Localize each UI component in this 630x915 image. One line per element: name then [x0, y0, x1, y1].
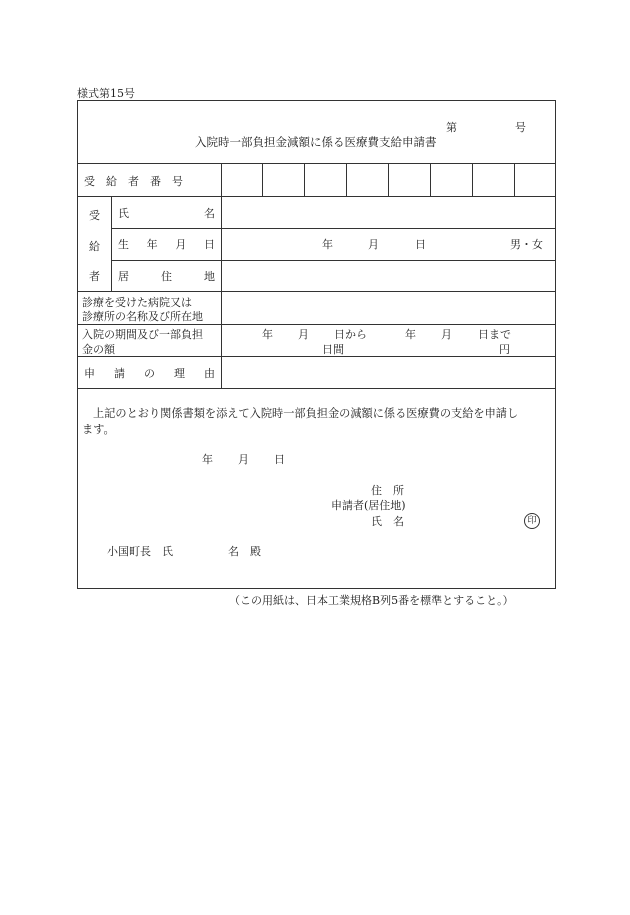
applicant-address-label: 住 所	[371, 484, 404, 497]
hospital-field[interactable]	[222, 292, 555, 324]
recipient-group-char: 給	[89, 240, 100, 253]
recipient-address-field[interactable]	[222, 261, 555, 291]
hospital-label-line2: 診療所の名称及び所在地	[82, 310, 203, 323]
hospital-label-line1: 診療を受けた病院又は	[82, 296, 192, 309]
birth-year-unit: 年	[322, 238, 333, 251]
birth-label-char: 年	[146, 238, 158, 251]
period-to-year-unit: 年	[405, 328, 416, 341]
document-number-suffix: 号	[515, 121, 526, 134]
name-label-last: 名	[204, 207, 215, 220]
recipient-number-label: 受 給 者 番 号	[84, 175, 183, 188]
table-rule	[77, 324, 556, 325]
recipient-group-char: 受	[89, 209, 100, 222]
document-number-prefix: 第	[446, 121, 457, 134]
birth-label-char: 日	[203, 238, 215, 251]
applicant-label: 申請者(居住地)	[331, 499, 406, 512]
table-rule	[77, 388, 556, 389]
table-rule	[111, 196, 112, 291]
period-label-line2: 金の額	[82, 343, 115, 356]
reason-label-char: の	[144, 367, 155, 380]
statement-line1: 上記のとおり関係書類を添えて入院時一部負担金の減額に係る医療費の支給を申請し	[93, 407, 519, 420]
period-to-month-unit: 月	[441, 328, 452, 341]
birth-month-unit: 月	[368, 238, 379, 251]
reason-label-char: 理	[174, 367, 185, 380]
recipient-number-field[interactable]	[222, 164, 514, 196]
form-title: 入院時一部負担金減額に係る医療費支給申請書	[195, 135, 437, 149]
address-label	[118, 268, 215, 284]
birth-day-unit: 日	[415, 238, 426, 251]
addressee: 小国町長 氏 名 殿	[107, 545, 261, 558]
form-number-label: 様式第15号	[77, 87, 135, 100]
recipient-name-field[interactable]	[222, 197, 555, 228]
period-from-day-unit: 日から	[334, 328, 367, 341]
application-day-unit: 日	[274, 453, 285, 466]
reason-label-char: 申	[84, 367, 95, 380]
seal-icon: 印	[524, 513, 540, 529]
period-days-unit: 日間	[322, 343, 344, 356]
address-label-char: 地	[204, 270, 215, 283]
paper-size-note: （この用紙は、日本工業規格B列5番を標準とすること。）	[229, 594, 514, 607]
name-label-first: 氏	[118, 207, 129, 220]
reason-label	[84, 365, 215, 381]
application-year-unit: 年	[202, 453, 213, 466]
recipient-group-char: 者	[89, 270, 100, 283]
applicant-name-label: 氏 名	[371, 515, 404, 528]
table-rule	[111, 228, 556, 229]
address-label-char: 居	[118, 270, 129, 283]
birth-label-char: 生	[118, 238, 129, 251]
period-to-day-unit: 日まで	[478, 328, 511, 341]
reason-field[interactable]	[222, 357, 555, 388]
address-label-char: 住	[161, 270, 172, 283]
reason-label-char: 由	[204, 367, 215, 380]
application-month-unit: 月	[238, 453, 249, 466]
reason-label-char: 請	[114, 367, 125, 380]
period-label-line1: 入院の期間及び一部負担	[82, 328, 203, 341]
digit-cell-divider	[514, 163, 515, 196]
period-from-month-unit: 月	[298, 328, 309, 341]
birth-date-label	[118, 236, 215, 252]
birth-label-char: 月	[175, 238, 187, 251]
statement-line2: ます。	[82, 423, 115, 436]
amount-yen-unit: 円	[499, 343, 510, 356]
sex-option[interactable]: 男・女	[510, 238, 543, 251]
period-from-year-unit: 年	[262, 328, 273, 341]
